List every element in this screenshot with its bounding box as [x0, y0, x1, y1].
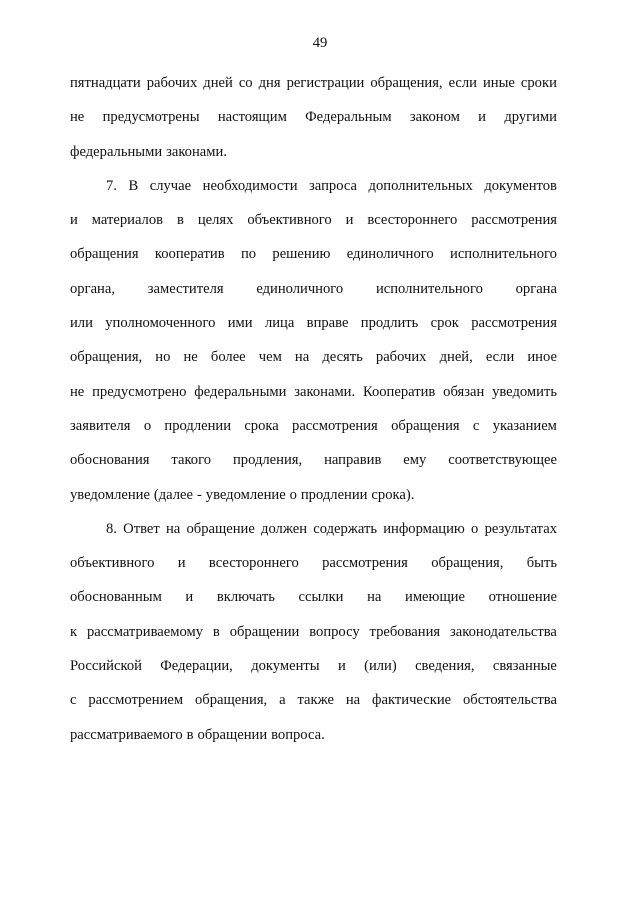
text-line [70, 347, 557, 381]
word: на [294, 349, 310, 366]
word: объективного [70, 555, 155, 572]
text-line [70, 382, 557, 416]
word: дней [203, 75, 233, 91]
word: вопросу [309, 623, 360, 640]
word: 8. [106, 520, 117, 537]
word: уведомление [70, 486, 150, 503]
word: обращения [391, 417, 460, 434]
word: кооператив [154, 246, 225, 263]
word: и [478, 109, 486, 126]
word: продлить [360, 315, 419, 332]
word: и [177, 555, 186, 572]
word: и [337, 658, 346, 675]
word: обращения, [370, 75, 443, 91]
word: информацию [383, 520, 465, 537]
word: законом [409, 109, 460, 126]
word: исполнительного [450, 246, 557, 263]
word: чем [258, 349, 282, 366]
word: срока [244, 417, 279, 434]
word: такого [171, 452, 212, 469]
word: указанием [492, 417, 557, 434]
word: должен [261, 520, 308, 537]
word: рассматриваемого [70, 726, 183, 743]
word: не [70, 383, 85, 400]
text-line [70, 313, 557, 347]
word: Кооператив [362, 383, 436, 400]
word: обоснованным [70, 589, 162, 606]
word: отношение [488, 589, 557, 606]
word: обращении [197, 726, 268, 743]
word: рассмотрения [322, 555, 408, 572]
word: сведения, [415, 658, 475, 675]
word: о [289, 486, 297, 503]
word: срока). [371, 486, 415, 503]
word: всестороннего [208, 555, 299, 572]
word: с [70, 692, 77, 709]
word: если [485, 349, 515, 366]
word: законами. [166, 143, 227, 160]
word: Федерации, [160, 658, 233, 675]
word: рассмотрения [471, 212, 557, 229]
word: уведомить [492, 383, 557, 400]
word: и [185, 589, 194, 606]
text-line [70, 107, 557, 141]
word: продлении [300, 486, 368, 503]
word: быть [526, 555, 557, 572]
word: законами. [294, 383, 356, 400]
word: федеральными [70, 143, 163, 160]
word: регистрации [286, 75, 365, 91]
word: необходимости [202, 177, 298, 194]
word: по [240, 246, 257, 263]
document-body [70, 73, 557, 759]
word: рассмотрения [292, 417, 378, 434]
text-line [70, 485, 557, 519]
word: к [70, 623, 78, 640]
text-line [70, 622, 557, 656]
word: документы [251, 658, 320, 675]
word: настоящим [217, 109, 287, 126]
word: дней, [439, 349, 473, 366]
word: в [176, 212, 184, 229]
word: сроки [520, 75, 557, 91]
word: ими [227, 315, 253, 332]
word: не [70, 109, 85, 126]
word: обращения, [70, 349, 143, 366]
word: включать [216, 589, 275, 606]
word: рабочих [146, 75, 198, 91]
word: единоличного [256, 280, 344, 297]
word: дня [258, 75, 281, 91]
word: пятнадцати [70, 75, 141, 91]
word: обращение [186, 520, 255, 537]
word: лица [264, 315, 295, 332]
word: на [165, 520, 181, 537]
word: и [345, 212, 354, 229]
word: исполнительного [375, 280, 483, 297]
word: обращении [229, 623, 300, 640]
word: а [279, 692, 286, 709]
word: имеющие [405, 589, 465, 606]
text-line [70, 142, 557, 176]
word: на [367, 589, 382, 606]
text-line [70, 656, 557, 690]
word: (далее [153, 486, 194, 503]
word: документов [484, 177, 557, 194]
word: результатах [484, 520, 557, 537]
word: рассмотрения [471, 315, 557, 332]
word: вопроса. [271, 726, 325, 743]
word: или [70, 315, 93, 332]
word: десять [322, 349, 363, 366]
word: единоличного [346, 246, 434, 263]
word: о [471, 520, 479, 537]
word: заместителя [147, 280, 224, 297]
word: иные [483, 75, 515, 91]
word: требования [369, 623, 441, 640]
text-line [70, 587, 557, 621]
word: законодательства [449, 623, 557, 640]
word: обращения, [431, 555, 504, 572]
word: иное [527, 349, 557, 366]
word: рассматриваемому [86, 623, 204, 640]
word: решению [272, 246, 331, 263]
word: ему [403, 452, 427, 469]
word: другими [504, 109, 557, 126]
word: соответствующее [448, 452, 557, 469]
word: продлении [164, 417, 232, 434]
word: всестороннего [367, 212, 458, 229]
word: обоснования [70, 452, 150, 469]
word: Российской [70, 658, 142, 675]
paragraph [70, 73, 557, 176]
word: заявителя [70, 417, 131, 434]
paragraph [70, 176, 557, 519]
word: направив [324, 452, 382, 469]
word: уведомление [205, 486, 286, 503]
word: обращения [70, 246, 139, 263]
word: с [472, 417, 480, 434]
text-line [70, 690, 557, 724]
word: (или) [364, 658, 397, 675]
paragraph [70, 519, 557, 759]
word: федеральными [194, 383, 287, 400]
word: о [143, 417, 152, 434]
text-line [70, 450, 557, 484]
word: органа, [70, 280, 115, 297]
text-line [70, 176, 557, 210]
text-line [70, 519, 557, 553]
text-line [70, 73, 557, 107]
word: - [196, 486, 202, 503]
word: материалов [91, 212, 164, 229]
word: объективного [247, 212, 332, 229]
word: предусмотрено [92, 383, 187, 400]
word: 7. [106, 177, 117, 194]
word: содержать [313, 520, 378, 537]
text-line [70, 279, 557, 313]
word: обстоятельства [463, 692, 557, 709]
word: ссылки [298, 589, 344, 606]
word: Федеральным [305, 109, 392, 126]
word: и [70, 212, 78, 229]
word: также [297, 692, 334, 709]
word: уполномоченного [105, 315, 216, 332]
word: случае [149, 177, 192, 194]
text-line [70, 210, 557, 244]
word: Ответ [123, 520, 160, 537]
text-line [70, 553, 557, 587]
word: обязан [443, 383, 485, 400]
word: срок [430, 315, 459, 332]
page-number: 49 [312, 35, 328, 51]
word: на [345, 692, 361, 709]
word: целях [197, 212, 234, 229]
word: вправе [306, 315, 349, 332]
word: фактические [372, 692, 452, 709]
word: но [155, 349, 171, 366]
word: не [183, 349, 198, 366]
text-line [70, 725, 557, 759]
word: запроса [309, 177, 357, 194]
word: связанные [492, 658, 557, 675]
word: обращения, [195, 692, 268, 709]
word: в [186, 726, 194, 743]
word: органа [515, 280, 557, 297]
word: если [448, 75, 477, 91]
word: В [128, 177, 139, 194]
word: предусмотрены [102, 109, 200, 126]
word: продления, [232, 452, 303, 469]
word: со [238, 75, 253, 91]
word: рабочих [375, 349, 427, 366]
text-line [70, 416, 557, 450]
word: более [210, 349, 246, 366]
word: в [212, 623, 220, 640]
text-line [70, 244, 557, 278]
word: рассмотрением [88, 692, 184, 709]
word: дополнительных [368, 177, 473, 194]
